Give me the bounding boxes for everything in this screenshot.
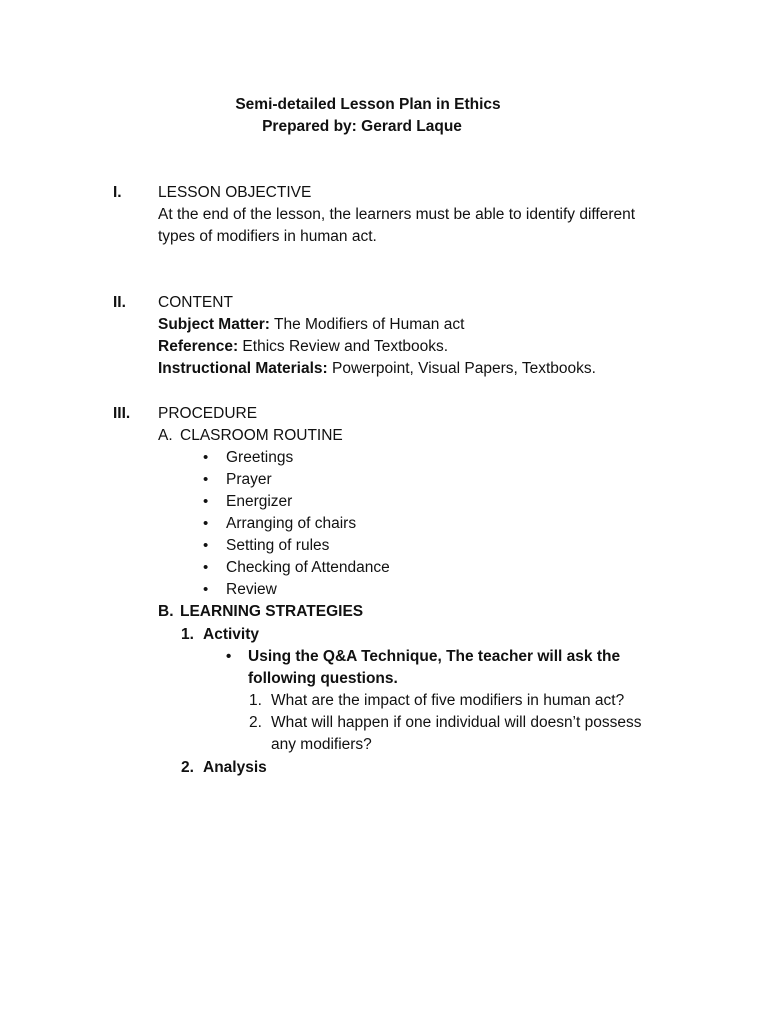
routine-item: Arranging of chairs	[226, 515, 357, 532]
reference-label: Reference:	[158, 338, 239, 355]
routine-item: Review	[226, 581, 277, 598]
objective-line-2: types of modifiers in human act.	[158, 228, 377, 245]
bullet-icon: •	[203, 559, 209, 576]
bullet-icon: •	[203, 515, 209, 532]
routine-item: Setting of rules	[226, 537, 330, 554]
question-1-marker: 1.	[249, 692, 262, 709]
subsection-b-marker: B.	[158, 603, 174, 620]
subsection-b-heading: LEARNING STRATEGIES	[180, 603, 364, 620]
materials-line	[158, 358, 596, 380]
bullet-icon: •	[203, 581, 209, 598]
bullet-icon: •	[203, 493, 209, 510]
step-1-marker: 1.	[181, 626, 194, 643]
subject-matter-line	[158, 314, 464, 336]
materials-value: Powerpoint, Visual Papers, Textbooks.	[327, 360, 596, 377]
subsection-a-heading: CLASROOM ROUTINE	[180, 427, 343, 444]
subsection-a-marker: A.	[158, 427, 173, 444]
step-1-label: Activity	[203, 626, 259, 643]
step-2-marker: 2.	[181, 759, 194, 776]
prepared-by: Prepared by: Gerard Laque	[262, 118, 462, 135]
bullet-icon: •	[203, 449, 209, 466]
routine-item: Energizer	[226, 493, 293, 510]
bullet-icon: •	[226, 648, 232, 665]
subject-matter-value: The Modifiers of Human act	[269, 316, 465, 333]
activity-bullet-line-2: following questions.	[248, 670, 398, 687]
routine-item: Prayer	[226, 471, 272, 488]
question-2-marker: 2.	[249, 714, 262, 731]
section-3-numeral: III.	[113, 405, 131, 422]
bullet-icon: •	[203, 537, 209, 554]
section-2-numeral: II.	[113, 294, 126, 311]
subject-matter-label: Subject Matter:	[158, 316, 270, 333]
section-2-heading: CONTENT	[158, 294, 233, 311]
section-1-heading: LESSON OBJECTIVE	[158, 184, 312, 201]
routine-item: Greetings	[226, 449, 294, 466]
step-2-label: Analysis	[203, 759, 267, 776]
objective-line-1: At the end of the lesson, the learners must be able to identify different	[158, 206, 636, 223]
section-3-heading: PROCEDURE	[158, 405, 258, 422]
activity-bullet-line-1: Using the Q&A Technique, The teacher will ask the	[248, 648, 621, 665]
question-2-line-1: What will happen if one individual will doesn’t possess	[271, 714, 642, 731]
bullet-icon: •	[203, 471, 209, 488]
section-1-numeral: I.	[113, 184, 122, 201]
document-title: Semi-detailed Lesson Plan in Ethics	[235, 96, 501, 113]
materials-label: Instructional Materials:	[158, 360, 328, 377]
routine-item: Checking of Attendance	[226, 559, 390, 576]
question-2-line-2: any modifiers?	[271, 736, 372, 753]
question-1: What are the impact of five modifiers in human act?	[271, 692, 625, 709]
reference-value: Ethics Review and Textbooks.	[238, 338, 449, 355]
reference-line	[158, 336, 448, 358]
